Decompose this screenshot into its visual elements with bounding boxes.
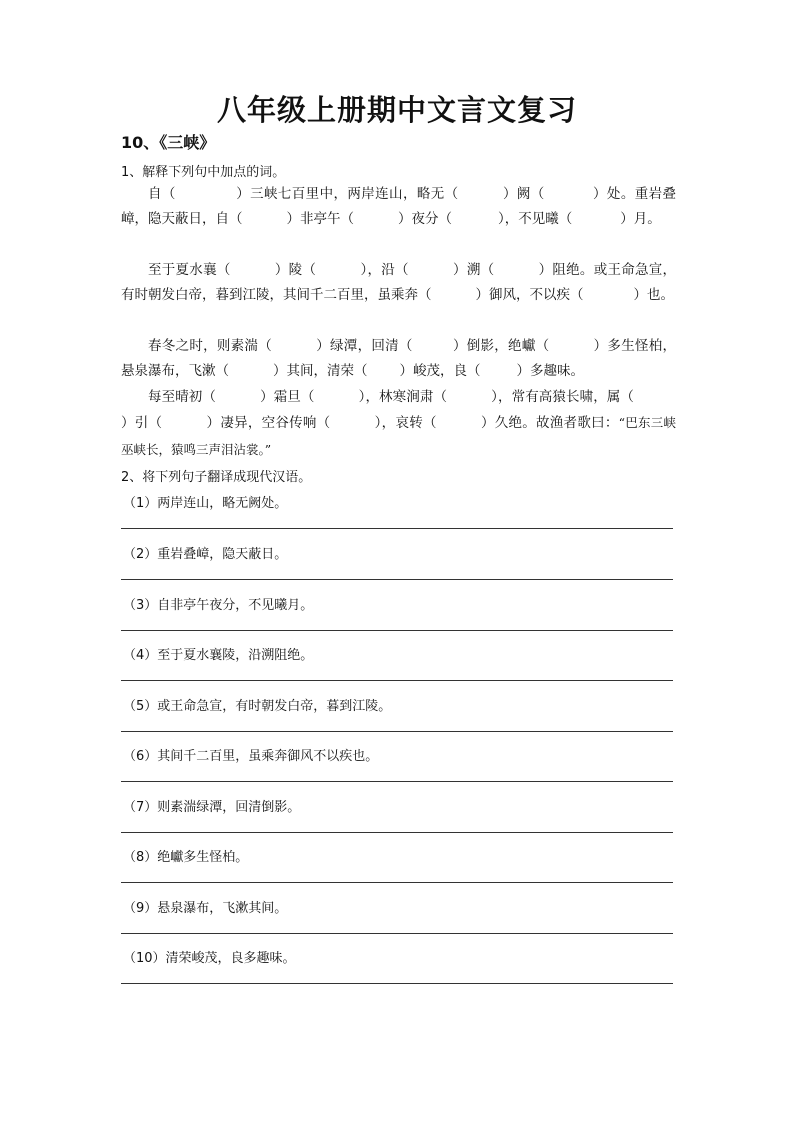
translation-item — [121, 644, 673, 694]
passage-text: ）倒影，绝巘（ — [452, 338, 550, 354]
translation-item — [121, 492, 673, 542]
fisherman-song-quote: “巴东三峡巫峡长，猿鸣三声泪沾裳。” — [121, 415, 677, 457]
passage-text: ），林寒涧肃（ — [358, 389, 448, 405]
answer-line[interactable] — [121, 933, 673, 934]
translation-sentence: （10）清荣峻茂，良多趣味。 — [123, 951, 296, 966]
answer-line[interactable] — [121, 680, 673, 681]
passage-text: ）非亭午（ — [286, 211, 354, 228]
translation-sentence: （2）重岩叠嶂，隐天蔽日。 — [123, 547, 288, 562]
question-1-prompt: 1、解释下列句中加点的词。 — [121, 165, 286, 180]
translation-sentence: （9）悬泉瀑布，飞漱其间。 — [123, 901, 288, 916]
translation-item — [121, 695, 673, 745]
translation-item — [121, 897, 673, 947]
passage-text: ）阻绝。或王命急宣，有时朝发白帝，暮到江陵，其间千二百里，虽乘奔（ — [121, 262, 677, 304]
translation-sentence: （7）则素湍绿潭，回清倒影。 — [123, 800, 301, 815]
passage-text: 每至晴初（ — [148, 389, 216, 405]
answer-line[interactable] — [121, 731, 673, 732]
answer-line[interactable] — [121, 528, 673, 529]
page-title: 八年级上册期中文言文复习 — [216, 93, 577, 127]
passage-text: ），哀转（ — [374, 415, 437, 432]
section-heading: 10、《三峡》 — [121, 133, 216, 152]
translation-item — [121, 594, 673, 644]
passage-text: ）也。 — [633, 287, 674, 304]
passage-text: ），沿（ — [360, 262, 409, 278]
passage-text: ）霜旦（ — [260, 389, 315, 405]
passage-paragraph-1 — [121, 182, 676, 233]
passage-text: 春冬之时，则素湍（ — [148, 338, 272, 354]
passage-paragraph-3 — [121, 334, 676, 385]
passage-text: ）处。重岩叠嶂，隐天蔽日，自（ — [121, 186, 677, 228]
passage-text: ）引（ — [121, 415, 163, 432]
translation-item — [121, 947, 673, 997]
passage-text: ），不见曦（ — [498, 211, 573, 228]
translation-item — [121, 745, 673, 795]
answer-line[interactable] — [121, 882, 673, 883]
passage-paragraph-2 — [121, 258, 676, 309]
passage-text: ）多趣味。 — [516, 363, 584, 380]
passage-text: 至于夏水襄（ — [148, 262, 231, 278]
translation-sentence: （1）两岸连山，略无阙处。 — [123, 496, 288, 511]
translation-item — [121, 846, 673, 896]
passage-text: ）阙（ — [502, 186, 545, 202]
translation-item — [121, 796, 673, 846]
answer-line[interactable] — [121, 983, 673, 984]
passage-text: ），常有高猿长啸，属（ — [491, 389, 635, 405]
translation-sentence: （5）或王命急宣，有时朝发白帝，暮到江陵。 — [123, 699, 392, 714]
passage-text: ）多生怪柏，悬泉瀑布，飞漱（ — [121, 338, 677, 380]
question-2-prompt: 2、将下列句子翻译成现代汉语。 — [121, 470, 312, 485]
passage-text: ）陵（ — [274, 262, 317, 278]
passage-text: ）峻茂，良（ — [399, 363, 481, 380]
translation-sentence: （3）自非亭午夜分，不见曦月。 — [123, 598, 314, 613]
answer-line[interactable] — [121, 832, 673, 833]
translation-item — [121, 543, 673, 593]
answer-line[interactable] — [121, 781, 673, 782]
passage-text: 自（ — [148, 186, 176, 202]
translation-sentence: （8）绝巘多生怪柏。 — [123, 850, 249, 865]
answer-line[interactable] — [121, 630, 673, 631]
passage-text: ）溯（ — [452, 262, 495, 278]
passage-text: ）御风，不以疾（ — [475, 287, 584, 304]
translation-sentence: （6）其间千二百里，虽乘奔御风不以疾也。 — [123, 749, 379, 764]
passage-text: ）凄异，空谷传响（ — [206, 415, 331, 432]
answer-line[interactable] — [121, 579, 673, 580]
translation-sentence: （4）至于夏水襄陵，沿溯阻绝。 — [123, 648, 314, 663]
passage-text: ）月。 — [620, 211, 661, 228]
passage-text: ）三峡七百里中，两岸连山，略无（ — [235, 186, 459, 202]
passage-text: ）绿潭，回清（ — [315, 338, 413, 354]
passage-text: ）其间，清荣（ — [273, 363, 368, 380]
passage-paragraph-4 — [121, 385, 676, 463]
passage-text: ）久绝。故渔者歌曰： — [480, 415, 619, 432]
passage-text: ）夜分（ — [398, 211, 452, 228]
